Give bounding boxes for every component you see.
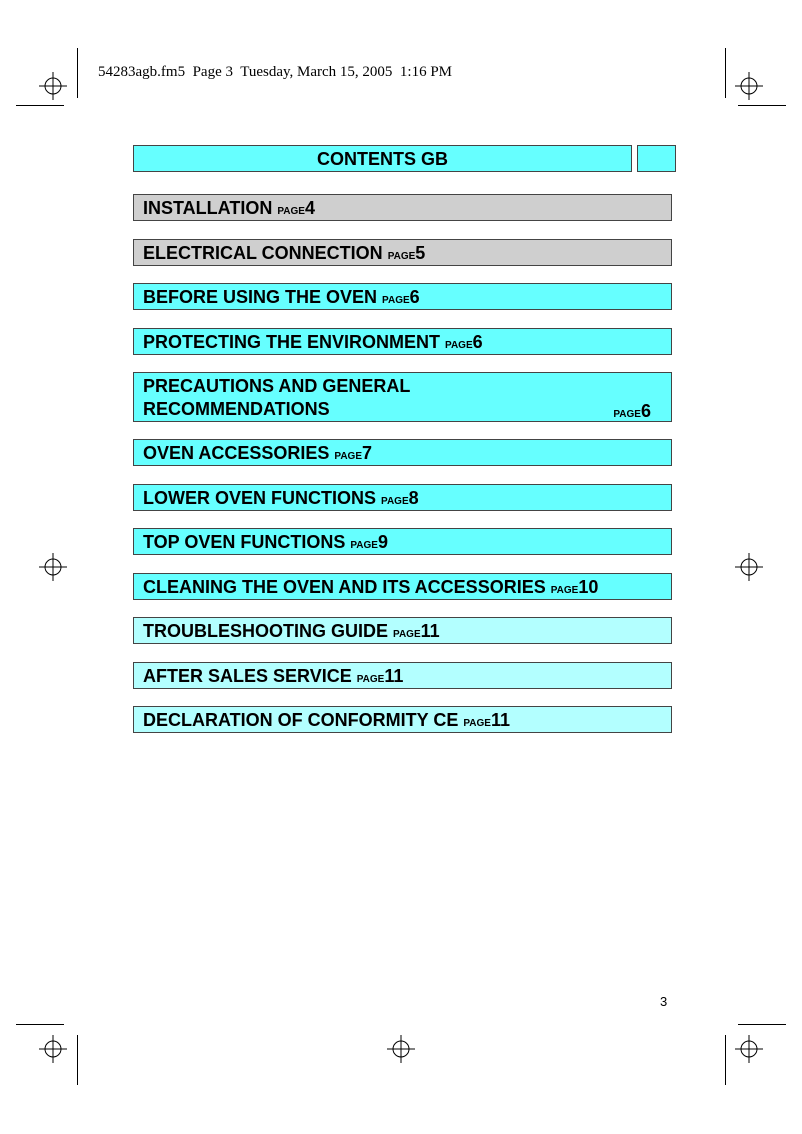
toc-page-tag: PAGE [381, 496, 409, 507]
toc-page-tag: PAGE [277, 206, 305, 217]
toc-entry-installation[interactable] [133, 194, 672, 221]
toc-entry-label: BEFORE USING THE OVEN [143, 287, 378, 307]
registration-mark-icon [735, 553, 763, 581]
toc-entry-label: INSTALLATION [143, 198, 273, 218]
toc-entry-label: TROUBLESHOOTING GUIDE [143, 621, 389, 641]
toc-page-number: 7 [362, 443, 373, 463]
toc-entry-electrical-connection[interactable] [133, 239, 672, 266]
crop-mark [725, 48, 726, 98]
toc-entry-lower-oven-functions[interactable] [133, 484, 672, 511]
toc-page-number: 11 [420, 621, 440, 641]
toc-entry-label: ELECTRICAL CONNECTION [143, 243, 383, 263]
toc-page-number: 6 [409, 287, 420, 307]
toc-entry-label: TOP OVEN FUNCTIONS [143, 532, 346, 552]
toc-entry-label-line2: RECOMMENDATIONS [143, 399, 330, 419]
toc-page-number: 11 [490, 710, 510, 730]
crop-mark [16, 1024, 64, 1025]
crop-mark [738, 105, 786, 106]
toc-page-tag: PAGE [350, 540, 378, 551]
toc-entry-cleaning[interactable] [133, 573, 672, 600]
toc-entry-top-oven-functions[interactable] [133, 528, 672, 555]
page-number: 3 [660, 994, 668, 1009]
toc-entry-label: LOWER OVEN FUNCTIONS [143, 488, 376, 508]
toc-page-tag: PAGE [387, 251, 416, 262]
crop-mark [77, 1035, 78, 1085]
toc-page-number: 8 [408, 488, 419, 508]
toc-page-tag: PAGE [550, 585, 579, 596]
toc-entry-oven-accessories[interactable] [133, 439, 672, 466]
toc-entry-before-using[interactable] [133, 283, 672, 310]
contents-title: CONTENTS GB [133, 145, 632, 172]
toc-entry-label: CLEANING THE OVEN AND ITS ACCESSORIES [143, 577, 546, 597]
toc-entry-label: AFTER SALES SERVICE [143, 666, 352, 686]
toc-entry-declaration-conformity[interactable] [133, 706, 672, 733]
registration-mark-icon [39, 72, 67, 100]
file-header: 54283agb.fm5 Page 3 Tuesday, March 15, 2005 1:16 PM [98, 64, 453, 80]
toc-page-tag: PAGE [613, 409, 641, 420]
crop-mark [77, 48, 78, 98]
toc-page-number: 10 [578, 577, 599, 597]
registration-mark-icon [39, 1035, 67, 1063]
toc-entry-protecting-environment[interactable] [133, 328, 672, 355]
toc-entry-after-sales-service[interactable] [133, 662, 672, 689]
crop-mark [725, 1035, 726, 1085]
registration-mark-icon [387, 1035, 415, 1063]
toc-page-number: 6 [640, 401, 651, 421]
toc-page-tag: PAGE [382, 295, 410, 306]
toc-page-number: 11 [384, 666, 404, 686]
title-side-box [637, 145, 676, 172]
toc-page-tag: PAGE [445, 340, 473, 351]
crop-mark [738, 1024, 786, 1025]
toc-page-number: 5 [415, 243, 426, 263]
toc-entry-label: OVEN ACCESSORIES [143, 443, 330, 463]
toc-page-tag: PAGE [334, 451, 362, 462]
registration-mark-icon [735, 72, 763, 100]
toc-page-tag: PAGE [463, 718, 491, 729]
toc-entry-troubleshooting[interactable] [133, 617, 672, 644]
registration-mark-icon [735, 1035, 763, 1063]
toc-page-number: 6 [472, 332, 483, 352]
toc-entry-label-line1: PRECAUTIONS AND GENERAL [143, 376, 411, 396]
toc-page-number: 9 [377, 532, 388, 552]
toc-page-tag: PAGE [393, 629, 421, 640]
toc-page-number: 4 [304, 198, 315, 218]
toc-entry-label: DECLARATION OF CONFORMITY CE [143, 710, 459, 730]
registration-mark-icon [39, 553, 67, 581]
toc-entry-label: PROTECTING THE ENVIRONMENT [143, 332, 441, 352]
toc-page-tag: PAGE [356, 674, 385, 685]
crop-mark [16, 105, 64, 106]
toc-entry-precautions[interactable] [133, 372, 672, 422]
